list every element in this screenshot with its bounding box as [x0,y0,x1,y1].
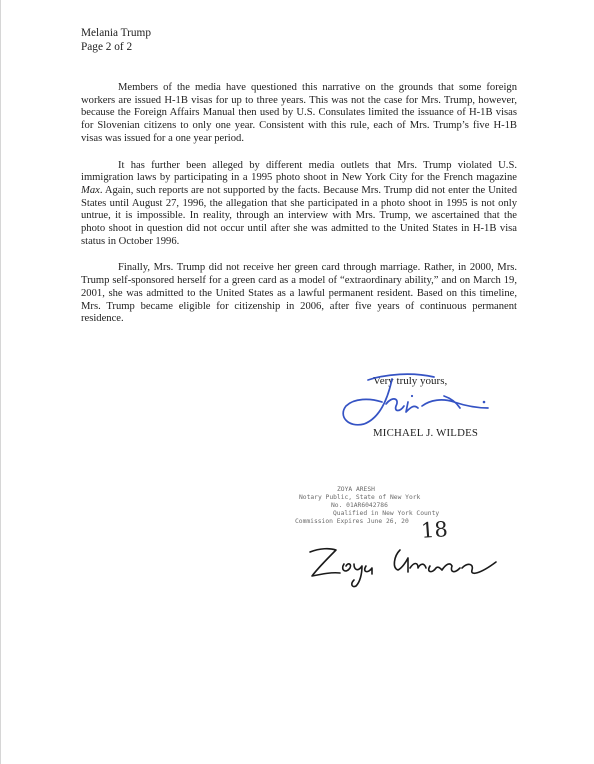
paragraph-green-card: Finally, Mrs. Trump did not receive her green card through marriage. Rather, in 2000, Mrs. Trump self-sponsored herself for a green card as a model of “extraordinary ability,” and on March 19, 2001, she was admitted to the United States as a lawful permanent resident. Based on this timeline, Mrs. Trump became eligible for citizenship in 2006, after five years of continuous permanent residence. [81,262,517,325]
signer-name: MICHAEL J. WILDES [373,427,479,439]
notary-handwritten-year: 18 [420,517,449,543]
notary-signature [304,538,504,590]
notary-stamp-line: Commission Expires June 26, 20 [295,517,409,525]
notary-stamp-line: Notary Public, State of New York [299,493,421,501]
letter-body [81,82,517,326]
notary-stamp-line: ZOYA ARESH [337,486,375,493]
notary-stamp-line: Qualified in New York County [333,509,440,517]
header-page-number: Page 2 of 2 [81,40,133,53]
notary-stamp-line: No. 01AR6042786 [331,501,388,509]
header-recipient: Melania Trump [81,27,151,39]
paragraph-photo-shoot: It has further been alleged by different media outlets that Mrs. Trump violated U.S. immigration laws by participating in a 1995 photo shoot in New York City for the French magazine Max. Again, such reports are not supported by the facts. Because Mrs. Trump did not enter the United States until August 27, 1996, the allegation that she participated in a photo shoot in 1995 is not only untrue, it is impossible. In reality, through an interview with Mrs. Trump, we ascertained that the photo shoot in question did not occur until after she was admitted to the United States in H-1B visa status in October 1996. [81,159,517,247]
paragraph-visa-duration: Members of the media have questioned this narrative on the grounds that some foreign workers are issued H-1B visas for up to three years. This was not the case for Mrs. Trump, however, because the Foreign Affairs Manual then used by U.S. Consulates limited the issuance of H-1B visas for Slovenian citizens to only one year. Consistent with this rule, each of Mrs. Trump’s five H-1B visas was issued for a one year period. [81,82,517,144]
magazine-title: Max [81,184,100,196]
closing-salutation: Very truly yours, [373,375,448,387]
page-header [81,27,151,54]
